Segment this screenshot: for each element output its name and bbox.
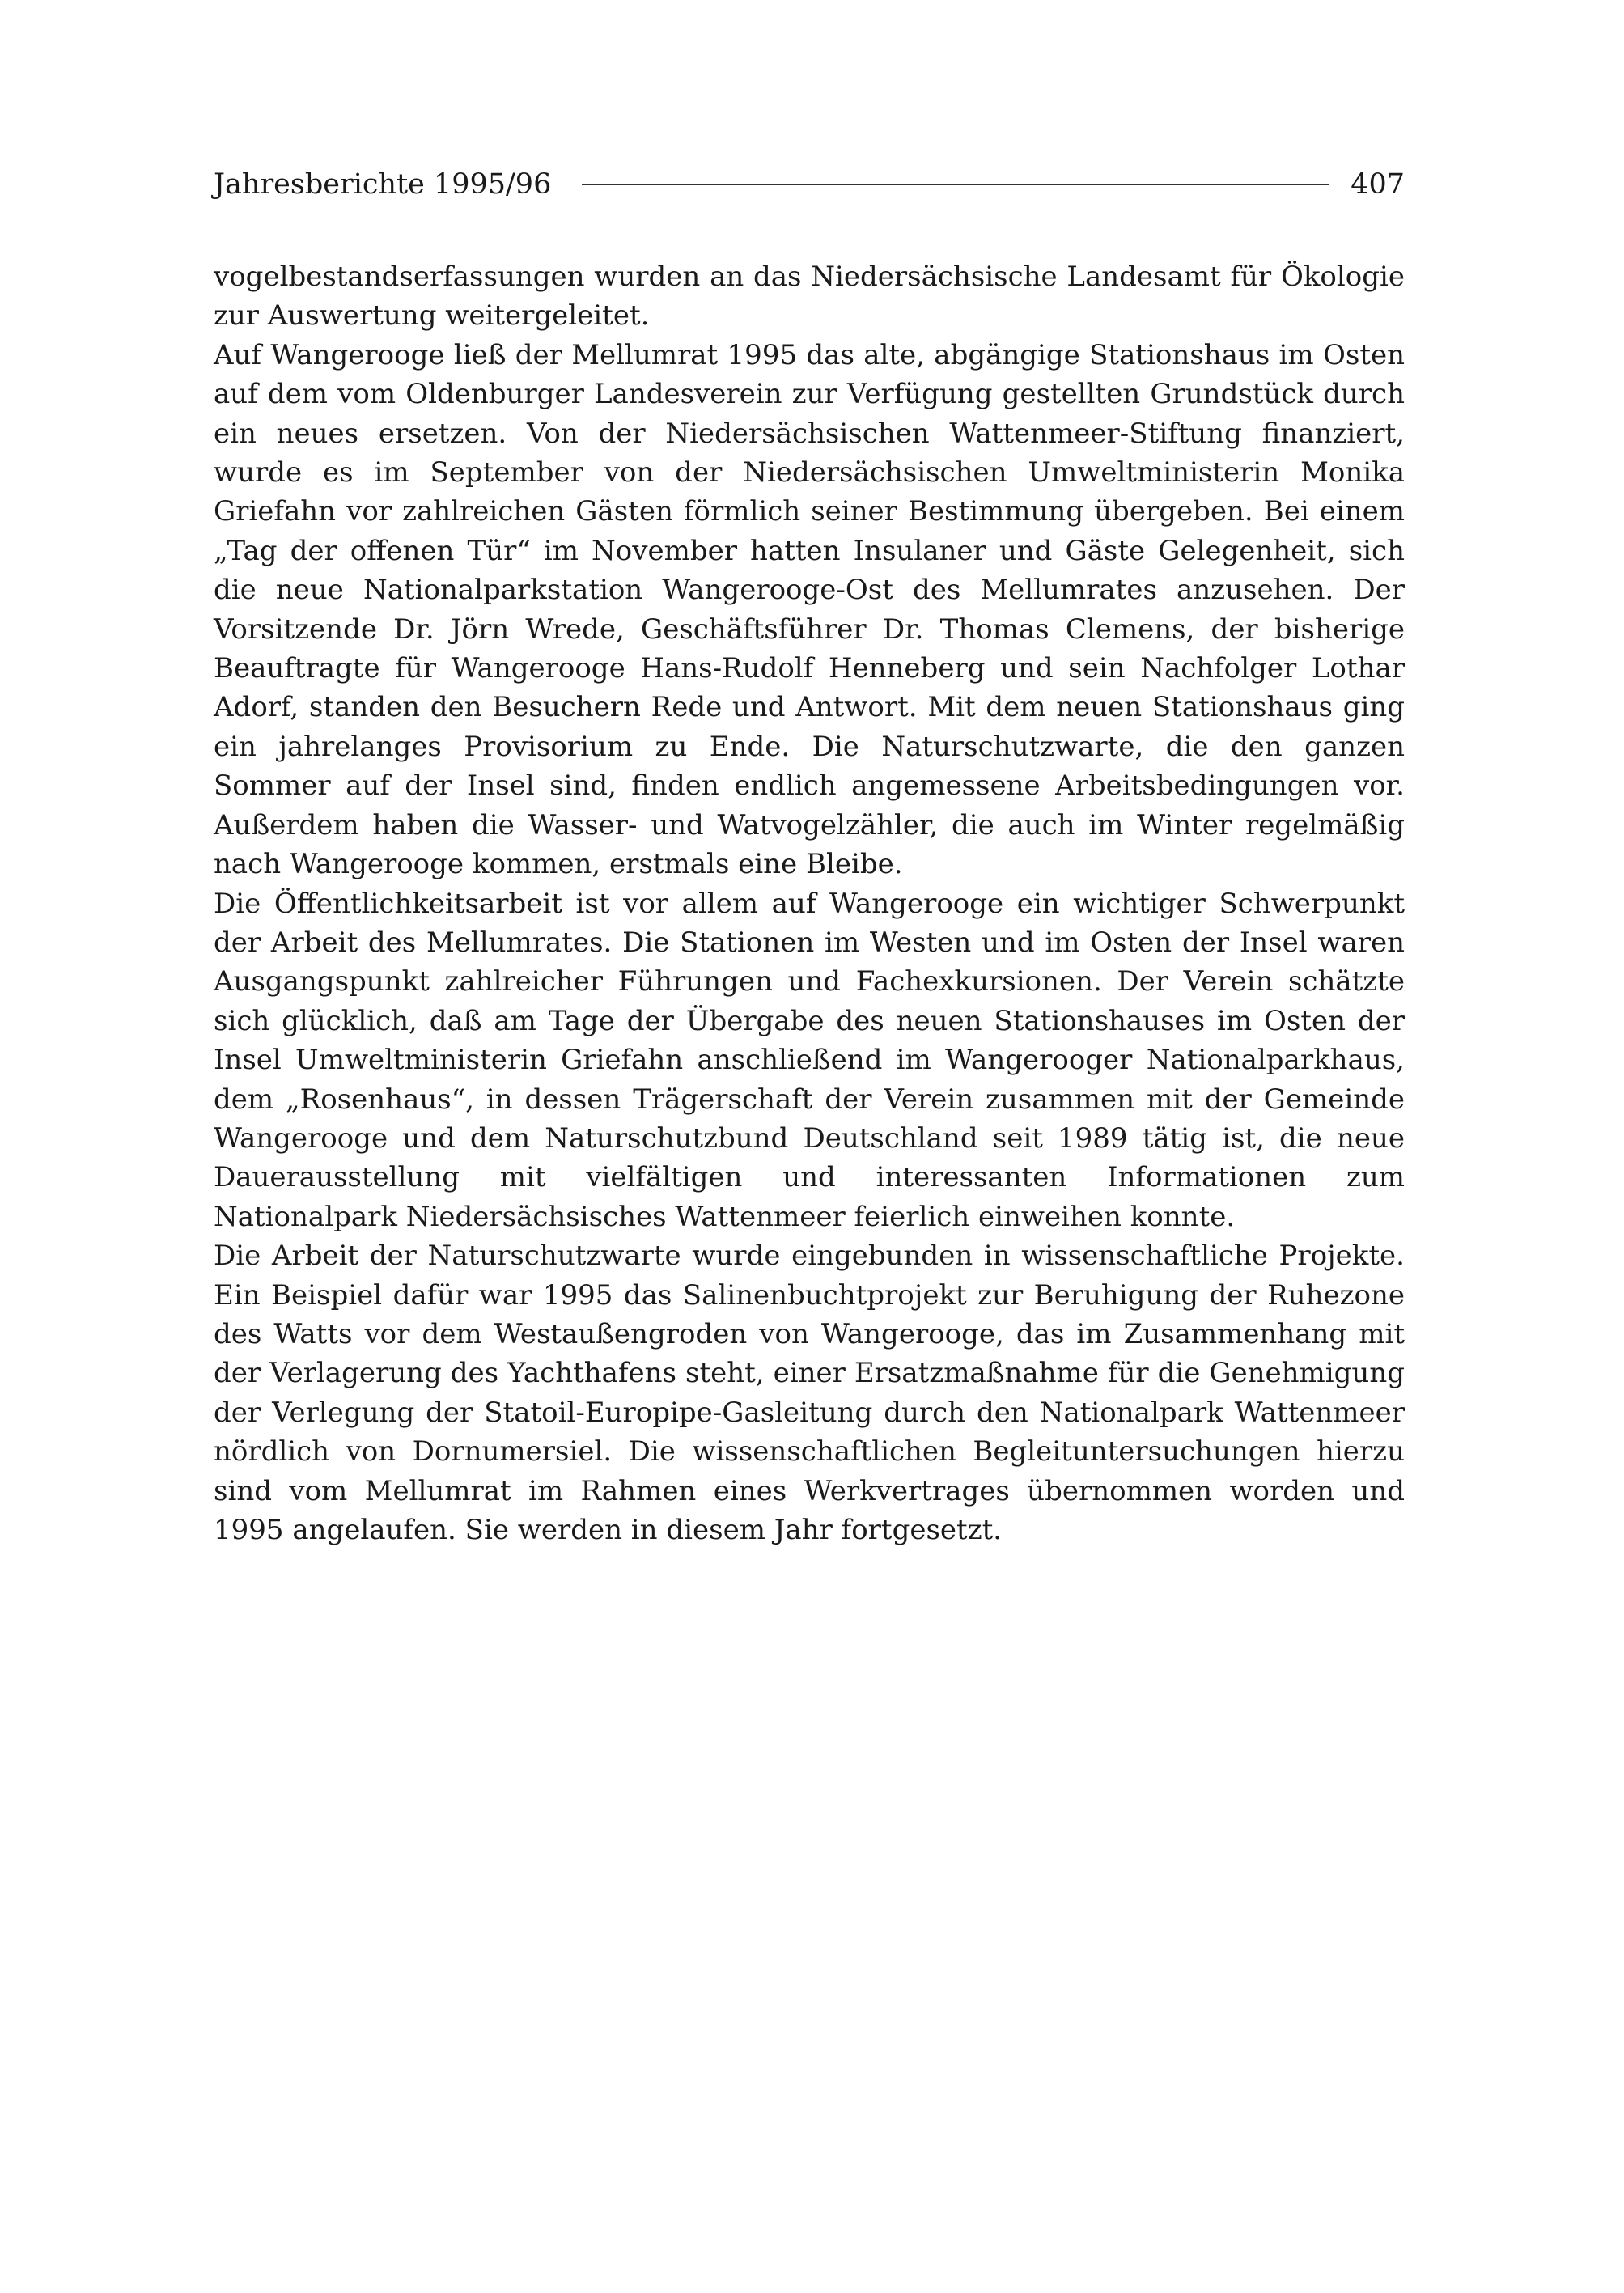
header-rule [582, 184, 1329, 185]
paragraph-3: Die Öffentlichkeitsarbeit ist vor allem auf Wangerooge ein wichtiger Schwerpunkt der Arbeit des Mellumrates. Die Stationen im Westen und im Osten der Insel waren Ausgangspunkt zahlreicher Führungen und Fachexkursionen. Der Verein schätzte sich glücklich, daß am Tage der Übergabe des neuen Stationshauses im Osten der Insel Umweltministerin Griefahn anschließend im Wangerooger Nationalparkhaus, dem „Rosenhaus“, in dessen Trägerschaft der Verein zusammen mit der Gemeinde Wangerooge und dem Naturschutzbund Deutschland seit 1989 tätig ist, die neue Dauerausstellung mit vielfältigen und interessanten Informationen zum Nationalpark Niedersächsisches Wattenmeer feierlich einweihen konnte. [214, 887, 1405, 1233]
header-title: Jahresberichte 1995/96 [214, 168, 552, 201]
page-number: 407 [1351, 168, 1405, 201]
paragraph-2: Auf Wangerooge ließ der Mellumrat 1995 das alte, abgängige Stationshaus im Osten auf dem vom Oldenburger Landesverein zur Verfügung gestellten Grundstück durch ein neues ersetzen. Von der Niedersächsischen Wattenmeer-Stiftung finanziert, wurde es im September von der Niedersächsischen Umweltministerin Monika Griefahn vor zahlreichen Gästen förmlich seiner Bestimmung übergeben. Bei einem „Tag der offenen Tür“ im November hatten Insulaner und Gäste Gelegenheit, sich die neue Nationalparkstation Wangerooge-Ost des Mellumrates anzusehen. Der Vorsitzende Dr. Jörn Wrede, Geschäftsführer Dr. Thomas Clemens, der bisherige Beauftragte für Wangerooge Hans-Rudolf Henneberg und sein Nachfolger Lothar Adorf, standen den Besuchern Rede und Antwort. Mit dem neuen Stationshaus ging ein jahrelanges Provisorium zu Ende. Die Naturschutzwarte, die den ganzen Sommer auf der Insel sind, finden endlich angemessene Arbeitsbedingungen vor. Außerdem haben die Wasser- und Watvogelzähler, die auch im Winter regelmäßig nach Wangerooge kommen, erstmals eine Bleibe. [214, 338, 1405, 881]
paragraph-1: vogelbestandserfassungen wurden an das Niedersächsische Landesamt für Ökologie zur Auswertung weitergeleitet. [214, 261, 1405, 333]
body-text [214, 257, 1405, 1549]
running-header [214, 160, 1405, 209]
paragraph-4: Die Arbeit der Naturschutzwarte wurde eingebunden in wissenschaftliche Projekte. Ein Beispiel dafür war 1995 das Salinenbuchtprojekt zur Beruhigung der Ruhezone des Watts vor dem Westaußengroden von Wangerooge, das im Zusammenhang mit der Verlagerung des Yachthafens steht, einer Ersatzmaßnahme für die Genehmigung der Verlegung der Statoil-Europipe-Gasleitung durch den Nationalpark Wattenmeer nördlich von Dornumersiel. Die wissenschaftlichen Begleituntersuchungen hierzu sind vom Mellumrat im Rahmen eines Werkvertrages übernommen worden und 1995 angelaufen. Sie werden in diesem Jahr fortgesetzt. [214, 1240, 1405, 1546]
